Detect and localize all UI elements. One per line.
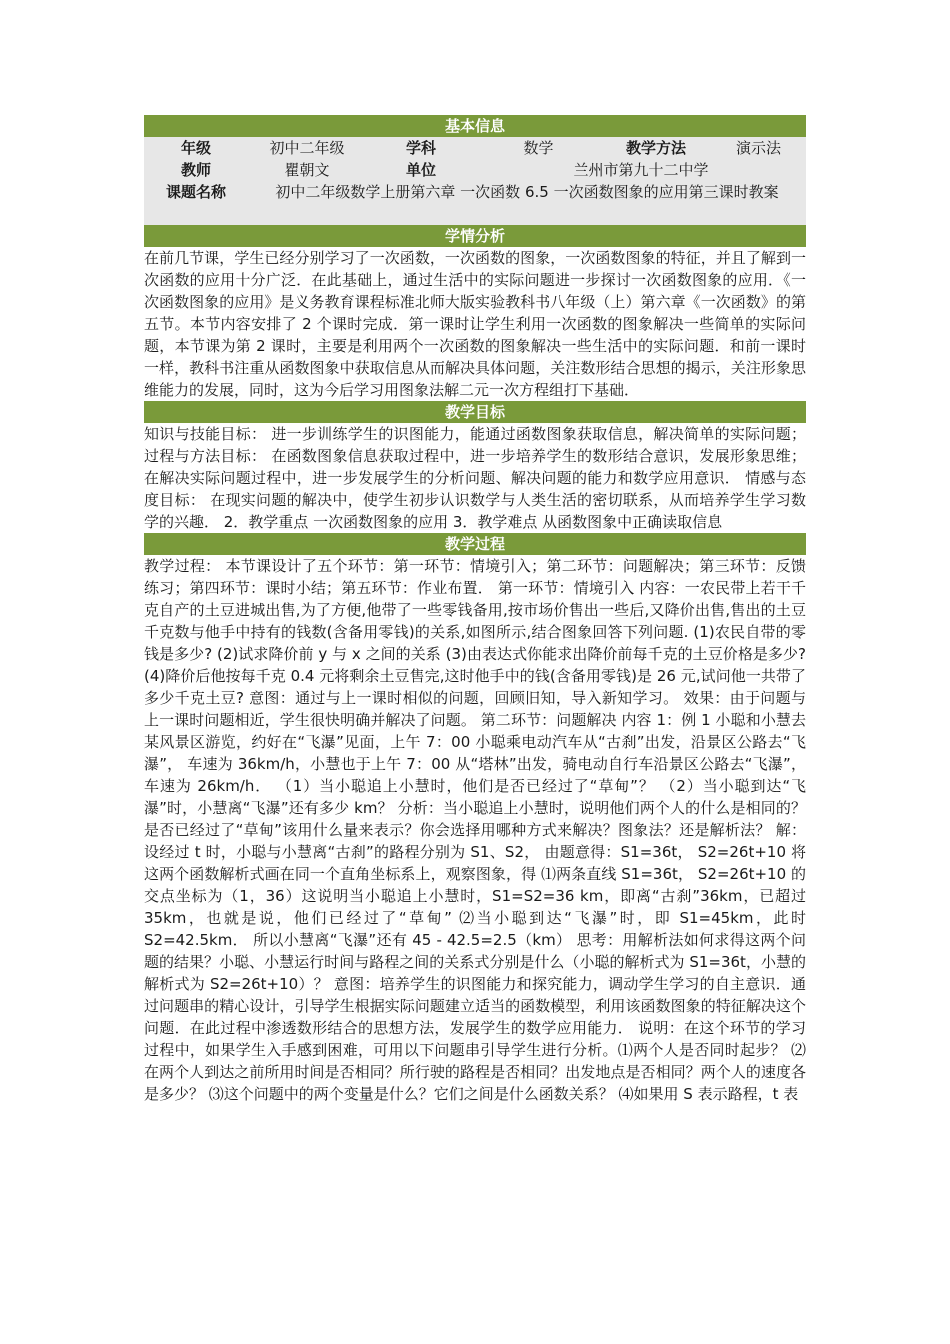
teacher-value: 瞿朝文 <box>284 161 330 179</box>
subject-value: 数学 <box>523 139 554 157</box>
title-label: 课题名称 <box>165 183 226 201</box>
analysis-header: 学情分析 <box>144 225 806 247</box>
info-row-grade <box>144 137 806 159</box>
grade-value: 初中二年级 <box>269 139 345 157</box>
process-text: 教学过程： 本节课设计了五个环节：第一环节：情境引入；第二环节：问题解决；第三环节：反馈练习；第四环节：课时小结；第五环节：作业布置． 第一环节：情境引入 内容：一农民带上若干千克自产的土豆进城出售,为了方便,他带了一些零钱备用,按市场价售出一些后,又降价出售,售出的土豆千克数与他手中持有的钱数(含备用零钱)的关系,如图所示,结合图象回答下列问题. (1)农民自带的零钱是多少? (2)试求降价前 y 与 x 之间的关系 (3)由表达式你能求出降价前每千克的土豆价格是多少? (4)降价后他按每千克 0.4 元将剩余土豆售完,这时他手中的钱(含备用零钱)是 26 元,试问他一共带了多少千克土豆? 意图：通过与上一课时相似的问题，回顾旧知，导入新知学习。 效果：由于问题与上一课时问题相近，学生很快明确并解决了问题。 第二环节：问题解决 内容 1：例 1 小聪和小慧去某风景区游览，约好在“飞瀑”见面，上午 7：00 小聪乘电动汽车从“古刹”出发，沿景区公路去“飞瀑”， 车速为 36km/h，小慧也于上午 7：00 从“塔林”出发，骑电动自行车沿景区公路去“飞瀑”， 车速为 26km/h． （1）当小聪追上小慧时，他们是否已经过了“草甸”？ （2）当小聪到达“飞瀑”时，小慧离“飞瀑”还有多少 km？ 分析：当小聪追上小慧时，说明他们两个人的什么是相同的？是否已经过了“草甸”该用什么量来表示？你会选择用哪种方式来解决？图象法？还是解析法？ 解：设经过 t 时，小聪与小慧离“古刹”的路程分别为 S1、S2， 由题意得：S1=36t， S2=26t+10 将这两个函数解析式画在同一个直角坐标系上，观察图象，得 ⑴两条直线 S1=36t， S2=26t+10 的交点坐标为（1，36）这说明当小聪追上小慧时，S1=S2=36 km，即离“古刹”36km，已超过35km，也就是说，他们已经过了“草甸” ⑵当小聪到达“飞瀑”时，即 S1=45km，此时 S2=42.5km． 所以小慧离“飞瀑”还有 45 - 42.5=2.5（km） 思考：用解析法如何求得这两个问题的结果？小聪、小慧运行时间与路程之间的关系式分别是什么（小聪的解析式为 S1=36t，小慧的解析式为 S2=26t+10）？ 意图：培养学生的识图能力和探究能力，调动学生学习的自主意识．通过问题串的精心设计，引导学生根据实际问题建立适当的函数模型，利用该函数图象的特征解决这个问题．在此过程中渗透数形结合的思想方法，发展学生的数学应用能力． 说明：在这个环节的学习过程中，如果学生入手感到困难，可用以下问题串引导学生进行分析。⑴两个人是否同时起步？ ⑵在两个人到达之前所用时间是否相同？所行驶的路程是否相同？出发地点是否相同？两个人的速度各是多少？ ⑶这个问题中的两个变量是什么？它们之间是什么函数关系？ ⑷如果用 S 表示路程，t 表 <box>144 557 807 1103</box>
analysis-text: 在前几节课，学生已经分别学习了一次函数，一次函数的图象，一次函数图象的特征，并且了解到一次函数的应用十分广泛．在此基础上，通过生活中的实际问题进一步探讨一次函数图象的应用．《一次函数图象的应用》是义务教育课程标准北师大版实验教科书八年级（上）第六章《一次函数》的第五节。本节内容安排了 2 个课时完成．第一课时让学生利用一次函数的图象解决一些简单的实际问题，本节课为第 2 课时，主要是利用两个一次函数的图象解决一些生活中的实际问题．和前一课时一样，教科书注重从函数图象中获取信息从而解决具体问题，关注数形结合思想的揭示，关注形象思维能力的发展，同时，这为今后学习用图象法解二元一次方程组打下基础． <box>144 249 806 399</box>
process-header: 教学过程 <box>144 533 806 555</box>
basic-info-header: 基本信息 <box>144 115 806 137</box>
info-row-teacher <box>144 159 806 181</box>
subject-label: 学科 <box>405 139 436 157</box>
unit-label: 单位 <box>405 161 436 179</box>
info-row-title <box>144 181 806 225</box>
method-label: 教学方法 <box>625 139 686 157</box>
teacher-label: 教师 <box>180 161 211 179</box>
lesson-plan-sheet <box>144 115 806 1105</box>
method-value: 演示法 <box>735 139 781 157</box>
grade-label: 年级 <box>180 139 211 157</box>
goals-text: 知识与技能目标： 进一步训练学生的识图能力，能通过函数图象获取信息，解决简单的实际问题； 过程与方法目标： 在函数图象信息获取过程中，进一步培养学生的数形结合意识，发展形象思维； 在解决实际问题过程中，进一步发展学生的分析问题、解决问题的能力和数学应用意识． 情感与态度目标： 在现实问题的解决中，使学生初步认识数学与人类生活的密切联系，从而培养学生学习数学的兴趣． 2．教学重点 一次函数图象的应用 3．教学难点 从函数图象中正确读取信息 <box>144 425 806 531</box>
title-value: 初中二年级数学上册第六章 一次函数 6.5 一次函数图象的应用第三课时教案 <box>275 183 779 201</box>
unit-value: 兰州市第九十二中学 <box>573 161 709 179</box>
goals-header: 教学目标 <box>144 401 806 423</box>
